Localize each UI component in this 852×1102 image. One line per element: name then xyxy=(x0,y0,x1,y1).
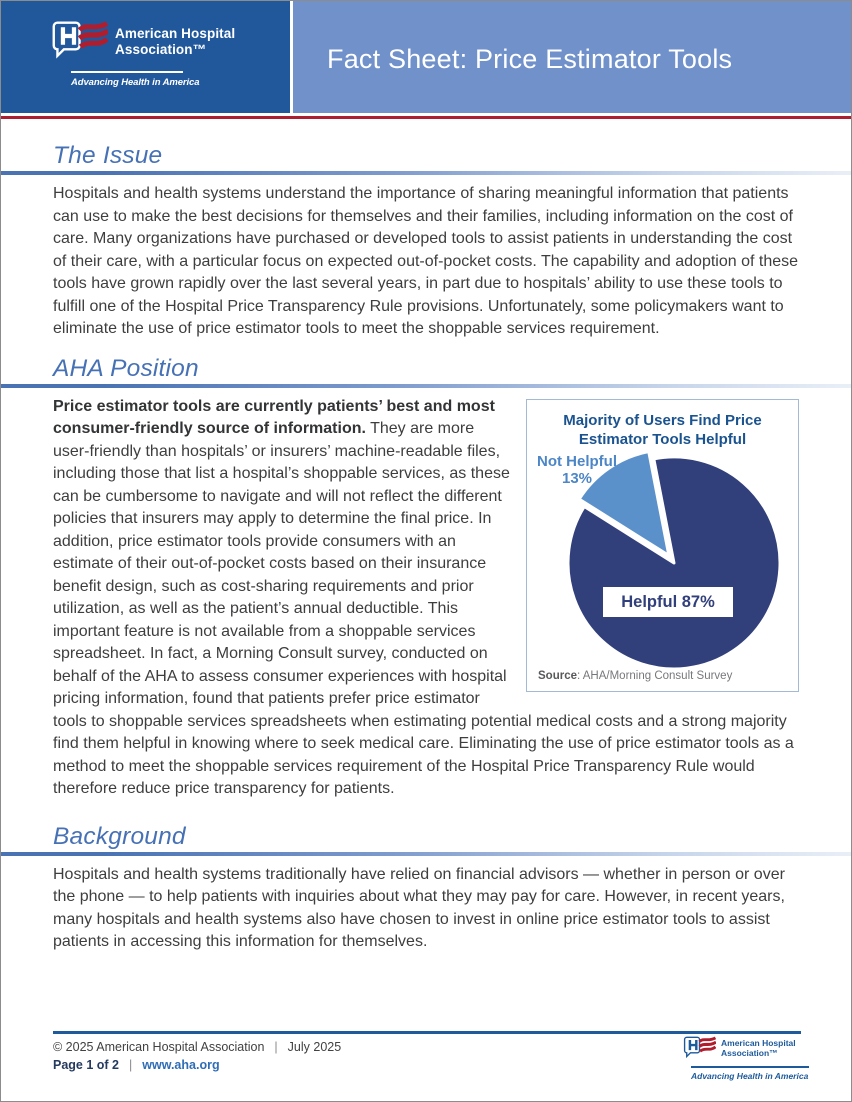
page-header xyxy=(1,1,851,113)
section-rule xyxy=(1,171,851,175)
org-name xyxy=(115,26,235,58)
footer-separator: | xyxy=(129,1058,133,1072)
background-paragraph: Hospitals and health systems traditionally have relied on financial advisors — whether in person or over the phone — to help patients with inquiries about what they may pay for care. However, in recent years, many hospitals and health systems also have chosen to invest in online price estimator tools to assist patients in accessing this information for themselves. xyxy=(53,865,785,950)
chart-title: Majority of Users Find Price Estimator Tools Helpful xyxy=(563,411,762,448)
website-link[interactable]: www.aha.org xyxy=(142,1058,220,1072)
page-content xyxy=(1,119,851,954)
logo-divider xyxy=(691,1066,809,1068)
header-brand-panel xyxy=(1,1,290,113)
aha-monogram-flag-icon xyxy=(51,19,108,65)
footer-date: July 2025 xyxy=(287,1040,342,1054)
brand-tagline: Advancing Health in America xyxy=(691,1070,809,1081)
not-helpful-label-text: Not Helpful xyxy=(537,452,617,470)
position-body-wrap xyxy=(53,396,799,801)
issue-paragraph: Hospitals and health systems understand the importance of sharing meaningful information that patients can use to make the best decisions for themselves and their families, including information on the cost of care. Many organizations have purchased or developed tools to assist patients in understanding the cost of their care, with a particular focus on expected out-of-pocket costs. The capability and adoption of these tools have grown rapidly over the last several years, in part due to hospitals’ ability to use these tools to fulfill one of the Hospital Price Transparency Rule provisions. Unfortunately, some policymakers want to eliminate the use of price estimator tools to meet the shoppable services requirement. xyxy=(53,185,799,337)
footer-rule xyxy=(53,1031,801,1034)
section-heading-the-issue: The Issue xyxy=(53,142,163,169)
pie-chart-svg xyxy=(527,400,798,691)
org-name xyxy=(721,1038,796,1058)
aha-logo xyxy=(51,19,235,88)
footer-aha-logo xyxy=(683,1035,809,1081)
section-heading-aha-position: AHA Position xyxy=(53,354,199,382)
position-body-rest: They are more user-friendly than hospitals’ or insurers’ machine-readable files, including those that list a hospital’s shoppable services, as these can be cumbersome to navigate and will not reflect the different policies that insurers may apply to determine the final price. In addition, price estimator tools provide consumers with an estimate of their out-of-pocket costs based on their insurance benefit design, such as cost-sharing requirements and prior utilization, as well as the patient’s annual deductible. This important feature is not available from a shoppable services spreadsheet. In fact, a Morning Consult survey, conducted on behalf of the AHA to assess consumer experiences with hospital pricing information, found that patients prefer price estimator tools to shoppable services spreadsheets when estimating potential medical costs and a strong majority find them helpful in knowing where to seek medical care. Eliminating the use of price estimator tools as a method to meet the shoppable services requirement of the Hospital Price Transparency Rule would therefore reduce price transparency for patients. xyxy=(53,420,794,797)
section-heading-background: Background xyxy=(53,822,186,850)
org-name-line1: American Hospital xyxy=(721,1038,796,1048)
footer-separator: | xyxy=(274,1040,278,1054)
logo-divider xyxy=(71,71,183,73)
helpful-slice-label: Helpful 87% xyxy=(603,587,733,617)
not-helpful-slice-label xyxy=(533,453,621,487)
not-helpful-label-pct: 13% xyxy=(561,469,593,487)
page-title: Fact Sheet: Price Estimator Tools xyxy=(327,44,733,74)
copyright-text: © 2025 American Hospital Association xyxy=(53,1040,265,1054)
org-name-line2: Association™ xyxy=(721,1048,778,1058)
section-rule xyxy=(1,852,851,856)
pie-chart-card xyxy=(526,399,799,692)
footer-page-line xyxy=(53,1058,220,1072)
org-name-line1: American Hospital xyxy=(115,26,236,41)
footer-copyright-line xyxy=(53,1040,341,1054)
chart-source-note: Source: AHA/Morning Consult Survey xyxy=(538,669,733,682)
page-number: Page 1 of 2 xyxy=(53,1058,119,1072)
brand-tagline: Advancing Health in America xyxy=(71,77,200,88)
org-name-line2: Association™ xyxy=(115,42,207,57)
section-rule xyxy=(1,384,851,388)
position-lead-bold: Price estimator tools are currently patients’ best and most consumer-friendly source of information. xyxy=(53,397,495,437)
aha-monogram-flag-icon xyxy=(683,1035,716,1062)
